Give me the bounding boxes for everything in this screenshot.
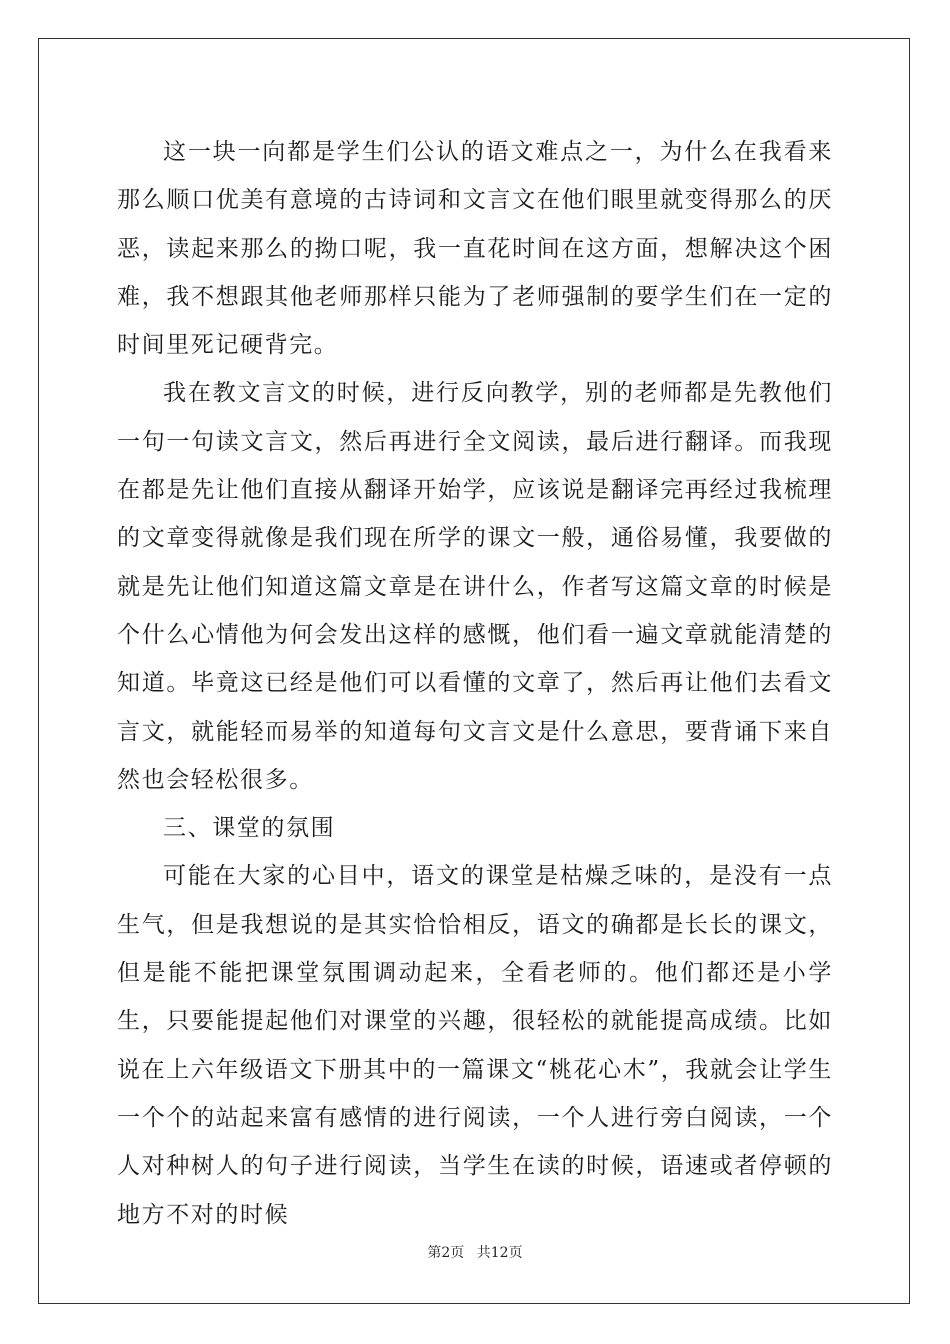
paragraph-3: 可能在大家的心目中，语文的课堂是枯燥乏味的，是没有一点生气，但是我想说的是其实恰恰相反，语文的确都是长长的课文，但是能不能把课堂氛围调动起来，全看老师的。他们都还是小学生，只要能提起他们对课堂的兴趣，很轻松的就能提高成绩。比如说在上六年级语文下册其中的一篇课文“桃花心木”，我就会让学生一个个的站起来富有感情的进行阅读，一个人进行旁白阅读，一个人对种树人的句子进行阅读，当学生在读的时候，语速或者停顿的地方不对的时候 xyxy=(117,863,833,1228)
document-body xyxy=(117,128,833,1239)
paragraph-1: 这一块一向都是学生们公认的语文难点之一，为什么在我看来那么顺口优美有意境的古诗词和文言文在他们眼里就变得那么的厌恶，读起来那么的拗口呢，我一直花时间在这方面，想解决这个困难，我不想跟其他老师那样只能为了老师强制的要学生们在一定的时间里死记硬背完。 xyxy=(117,139,833,359)
total-pages-label: 共12页 xyxy=(476,1245,523,1261)
section-heading: 三、课堂的氛围 xyxy=(163,815,336,842)
current-page-label: 第2页 xyxy=(427,1245,465,1261)
paragraph-2: 我在教文言文的时候，进行反向教学，别的老师都是先教他们一句一句读文言文，然后再进行全文阅读，最后进行翻译。而我现在都是先让他们直接从翻译开始学，应该说是翻译完再经过我梳理的文章变得就像是我们现在所学的课文一般，通俗易懂，我要做的就是先让他们知道这篇文章是在讲什么，作者写这篇文章的时候是个什么心情他为何会发出这样的感慨，他们看一遍文章就能清楚的知道。毕竟这已经是他们可以看懂的文章了，然后再让他们去看文言文，就能轻而易举的知道每句文言文是什么意思，要背诵下来自然也会轻松很多。 xyxy=(117,380,833,793)
page-footer xyxy=(0,1242,950,1262)
